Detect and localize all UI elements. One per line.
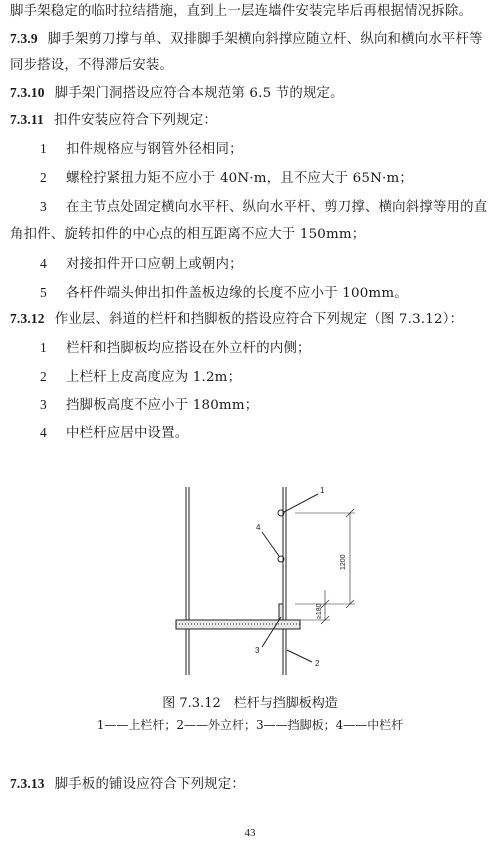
section-number: 7.3.12 — [10, 311, 45, 326]
item-number: 2 — [40, 170, 47, 185]
item-text: 在主节点处固定横向水平杆、纵向水平杆、剪刀撑、横向斜撑等用的直 — [66, 200, 488, 215]
figure-legend: 1——上栏杆；2——外立杆；3——挡脚板；4——中栏杆 — [96, 718, 404, 732]
section-number: 7.3.10 — [10, 85, 45, 100]
section-text: 作业层、斜道的栏杆和挡脚板的搭设应符合下列规定（图 7.3.12）： — [54, 312, 464, 327]
section-7-3-13 — [10, 775, 245, 794]
item-number: 3 — [40, 199, 47, 214]
text-line: 角扣件、旋转扣件的中心点的相互距离不应大于 150mm； — [10, 227, 366, 242]
text-line: 同步搭设，不得滞后安装。 — [10, 58, 174, 73]
item-text: 上栏杆上皮高度应为 1.2m； — [66, 370, 242, 385]
section-7-3-9 — [10, 30, 483, 49]
dimension-1200: 1200 — [340, 554, 347, 570]
label-2: 2 — [315, 659, 320, 668]
section-text: 脚手架门洞搭设应符合本规范第 6.5 节的规定。 — [54, 86, 344, 101]
item-number: 4 — [40, 425, 47, 440]
list-item — [40, 169, 413, 188]
item-text: 对接扣件开口应朝上或朝内； — [66, 257, 243, 272]
list-item — [40, 368, 241, 387]
item-text: 挡脚板高度不应小于 180mm； — [66, 398, 259, 413]
page-number: 43 — [244, 827, 256, 839]
section-number: 7.3.11 — [10, 112, 44, 127]
figure-caption: 图 7.3.12 栏杆与挡脚板构造 — [162, 696, 338, 711]
section-text: 扣件安装应符合下列规定： — [53, 113, 218, 128]
item-text: 中栏杆应居中设置。 — [66, 426, 189, 441]
item-number: 3 — [40, 397, 47, 412]
list-item — [40, 424, 188, 443]
section-7-3-12 — [10, 310, 463, 329]
item-text: 各杆件端头伸出扣件盖板边缘的长度不应小于 100mm。 — [66, 286, 408, 301]
list-item — [40, 140, 243, 159]
section-7-3-10 — [10, 84, 344, 103]
section-text: 脚手板的铺设应符合下列规定： — [54, 777, 245, 792]
label-4: 4 — [256, 523, 261, 532]
list-item — [40, 198, 487, 217]
text-line: 脚手架稳定的临时拉结措施，直到上一层连墙件安装完毕后再根据情况拆除。 — [10, 4, 473, 19]
section-number: 7.3.9 — [10, 31, 38, 46]
label-1: 1 — [320, 486, 325, 495]
item-number: 1 — [40, 141, 47, 156]
dimension-180: ≥180 — [316, 603, 323, 619]
list-item — [40, 396, 258, 415]
list-item — [40, 339, 311, 358]
item-number: 4 — [40, 256, 47, 271]
section-number: 7.3.13 — [10, 776, 45, 791]
item-number: 2 — [40, 369, 47, 384]
section-7-3-11 — [10, 111, 217, 130]
item-text: 扣件规格应与钢管外径相同； — [66, 142, 243, 157]
section-text: 脚手架剪刀撑与单、双排脚手架横向斜撑应随立杆、纵向和横向水平杆等 — [47, 32, 483, 47]
item-number: 1 — [40, 340, 47, 355]
label-3: 3 — [255, 646, 260, 655]
railing-diagram — [0, 470, 500, 680]
item-number: 5 — [40, 285, 47, 300]
item-text: 螺栓拧紧扭力矩不应小于 40N·m，且不应大于 65N·m； — [66, 171, 413, 186]
list-item — [40, 284, 408, 303]
item-text: 栏杆和挡脚板均应搭设在外立杆的内侧； — [66, 341, 311, 356]
list-item — [40, 255, 243, 274]
